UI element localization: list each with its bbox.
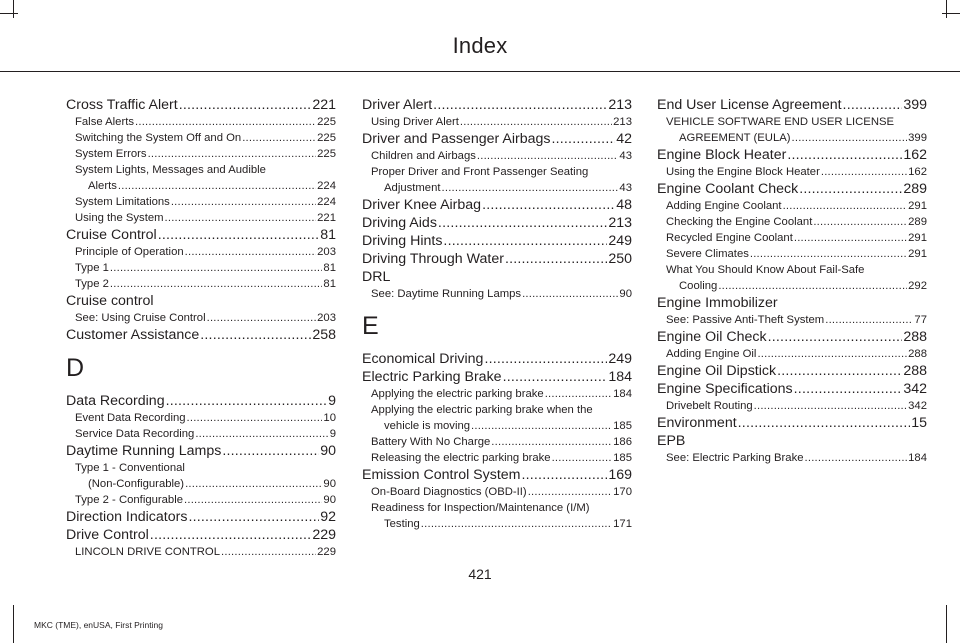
entry-page-ref[interactable]: 291	[908, 232, 927, 244]
dot-leader	[184, 492, 322, 508]
dot-leader	[421, 516, 612, 532]
dot-leader	[491, 434, 612, 450]
entry-page-ref[interactable]: 213	[613, 116, 632, 128]
dot-leader	[187, 410, 323, 426]
entry-page-ref[interactable]: 399	[908, 132, 927, 144]
entry-term: Checking the Engine Coolant	[666, 216, 813, 228]
entry-term: Battery With No Charge	[371, 436, 491, 448]
dot-leader	[821, 164, 907, 180]
index-main-entry	[66, 326, 336, 344]
entry-page-ref[interactable]: 213	[608, 97, 632, 113]
entry-page-ref[interactable]: 249	[608, 351, 632, 367]
dot-leader	[442, 180, 619, 196]
crop-mark-bottom-right-v	[946, 605, 947, 643]
entry-page-ref[interactable]: 170	[613, 486, 632, 498]
index-sub-entry	[66, 210, 336, 226]
entry-term: vehicle is moving	[384, 420, 471, 432]
index-sub-entry	[657, 230, 927, 246]
index-main-entry	[657, 380, 927, 398]
entry-term: Principle of Operation	[75, 246, 184, 258]
dot-leader	[503, 368, 608, 386]
dot-leader	[757, 346, 907, 362]
crop-mark-top-left-h	[0, 13, 18, 14]
dot-leader	[179, 96, 312, 114]
entry-page-ref[interactable]: 225	[317, 148, 336, 160]
entry-term: See: Daytime Running Lamps	[371, 288, 522, 300]
entry-term: Type 2	[75, 278, 109, 290]
entry-term: Switching the System Off and On	[75, 132, 242, 144]
edition-footer: MKC (TME), enUSA, First Printing	[34, 620, 163, 630]
entry-page-ref[interactable]: 221	[312, 97, 336, 113]
entry-page-ref[interactable]: 224	[317, 196, 336, 208]
dot-leader	[813, 214, 907, 230]
entry-page-ref[interactable]: 184	[908, 452, 927, 464]
dot-leader	[522, 286, 618, 302]
index-main-entry	[362, 250, 632, 268]
index-sub-entry	[66, 260, 336, 276]
entry-term: Direction Indicators	[66, 509, 188, 525]
index-sub-entry	[66, 410, 336, 426]
entry-page-ref[interactable]: 15	[911, 415, 927, 431]
index-sub-entry	[657, 198, 927, 214]
entry-page-ref[interactable]: 288	[903, 363, 927, 379]
index-main-entry: DRL	[362, 269, 391, 285]
entry-term: End User License Agreement	[657, 97, 842, 113]
dot-leader	[165, 210, 317, 226]
entry-term: Daytime Running Lamps	[66, 443, 222, 459]
index-sub-entry	[657, 312, 927, 328]
page-title: Index	[452, 33, 508, 58]
entry-page-ref[interactable]: 221	[317, 212, 336, 224]
dot-leader	[738, 414, 911, 432]
page-number: 421	[468, 566, 492, 582]
entry-page-ref[interactable]: 399	[903, 97, 927, 113]
index-sub-entry	[66, 146, 336, 162]
entry-page-ref[interactable]: 203	[317, 312, 336, 324]
crop-mark-top-right-h	[942, 13, 960, 14]
entry-term: Event Data Recording	[75, 412, 186, 424]
entry-page-ref[interactable]: 258	[312, 327, 336, 343]
entry-term: See: Passive Anti-Theft System	[666, 314, 825, 326]
index-main-entry	[362, 368, 632, 386]
entry-term: Engine Block Heater	[657, 147, 787, 163]
index-sub-entry	[362, 516, 632, 532]
entry-term: Customer Assistance	[66, 327, 200, 343]
dot-leader	[718, 278, 907, 294]
entry-page-ref[interactable]: 48	[616, 197, 632, 213]
entry-term: Engine Oil Check	[657, 329, 767, 345]
index-sub-entry	[66, 194, 336, 210]
entry-page-ref[interactable]: 43	[619, 182, 632, 194]
dot-leader	[166, 392, 328, 410]
entry-page-ref[interactable]: 43	[619, 150, 632, 162]
index-main-entry	[362, 130, 632, 148]
section-letter: E	[362, 312, 379, 340]
entry-term: On-Board Diagnostics (OBD-II)	[371, 486, 527, 498]
index-sub-entry	[657, 214, 927, 230]
entry-term: System Limitations	[75, 196, 170, 208]
entry-page-ref[interactable]: 77	[914, 314, 927, 326]
entry-page-ref[interactable]: 184	[613, 388, 632, 400]
index-column-3	[657, 96, 927, 466]
entry-term: LINCOLN DRIVE CONTROL	[75, 546, 221, 558]
index-sub-entry: Readiness for Inspection/Maintenance (I/M)	[371, 502, 590, 514]
entry-page-ref[interactable]: 90	[323, 478, 336, 490]
dot-leader	[825, 312, 913, 328]
dot-leader	[242, 130, 316, 146]
dot-leader	[792, 130, 908, 146]
entry-page-ref[interactable]: 292	[908, 280, 927, 292]
dot-leader	[794, 380, 903, 398]
dot-leader	[438, 214, 607, 232]
entry-page-ref[interactable]: 288	[908, 348, 927, 360]
dot-leader	[148, 146, 317, 162]
entry-term: Type 2 - Configurable	[75, 494, 184, 506]
entry-page-ref[interactable]: 169	[608, 467, 632, 483]
entry-term: Driver Alert	[362, 97, 433, 113]
index-sub-entry	[66, 476, 336, 492]
index-main-entry	[657, 96, 927, 114]
dot-leader	[207, 310, 317, 326]
index-main-entry	[362, 214, 632, 232]
entry-page-ref[interactable]: 229	[312, 527, 336, 543]
entry-page-ref[interactable]: 171	[613, 518, 632, 530]
dot-leader	[110, 276, 323, 292]
index-sub-entry	[66, 544, 336, 560]
entry-term: Using the Engine Block Heater	[666, 166, 820, 178]
entry-term: Adjustment	[384, 182, 441, 194]
entry-term: See: Using Cruise Control	[75, 312, 206, 324]
dot-leader	[783, 198, 908, 214]
entry-term: Engine Coolant Check	[657, 181, 799, 197]
index-sub-entry	[66, 244, 336, 260]
entry-page-ref[interactable]: 342	[908, 400, 927, 412]
dot-leader	[552, 450, 613, 466]
dot-leader	[185, 244, 317, 260]
entry-page-ref[interactable]: 185	[613, 452, 632, 464]
dot-leader	[200, 326, 311, 344]
entry-page-ref[interactable]: 185	[613, 420, 632, 432]
entry-page-ref[interactable]: 213	[608, 215, 632, 231]
entry-page-ref[interactable]: 289	[908, 216, 927, 228]
index-main-entry	[657, 362, 927, 380]
dot-leader	[110, 260, 323, 276]
entry-term: Cooling	[679, 280, 718, 292]
index-sub-entry	[66, 492, 336, 508]
index-sub-entry	[657, 130, 927, 146]
entry-term: Severe Climates	[666, 248, 749, 260]
entry-term: Applying the electric parking brake	[371, 388, 544, 400]
index-sub-entry	[66, 426, 336, 442]
dot-leader	[477, 148, 619, 164]
entry-term: Service Data Recording	[75, 428, 195, 440]
index-main-entry	[66, 508, 336, 526]
dot-leader	[471, 418, 612, 434]
dot-leader	[777, 362, 902, 380]
entry-term: Driving Hints	[362, 233, 443, 249]
entry-term: Cross Traffic Alert	[66, 97, 178, 113]
entry-page-ref[interactable]: 288	[903, 329, 927, 345]
entry-term: Alerts	[88, 180, 117, 192]
entry-page-ref[interactable]: 203	[317, 246, 336, 258]
index-main-entry	[362, 232, 632, 250]
dot-leader	[551, 130, 615, 148]
index-sub-entry: Type 1 - Conventional	[75, 462, 185, 474]
entry-term: Adding Engine Oil	[666, 348, 757, 360]
entry-term: Cruise Control	[66, 227, 157, 243]
index-sub-entry	[657, 164, 927, 180]
dot-leader	[482, 196, 615, 214]
dot-leader	[221, 544, 316, 560]
entry-term: Electric Parking Brake	[362, 369, 502, 385]
index-sub-entry	[657, 346, 927, 362]
entry-page-ref[interactable]: 342	[903, 381, 927, 397]
entry-page-ref[interactable]: 10	[323, 412, 336, 424]
dot-leader	[505, 250, 607, 268]
index-sub-entry	[66, 130, 336, 146]
entry-term: False Alerts	[75, 116, 135, 128]
entry-page-ref[interactable]: 90	[619, 288, 632, 300]
entry-term: Driving Through Water	[362, 251, 504, 267]
entry-page-ref[interactable]: 81	[323, 278, 336, 290]
dot-leader	[843, 96, 903, 114]
dot-leader	[754, 398, 907, 414]
index-sub-entry	[657, 450, 927, 466]
index-sub-entry	[362, 286, 632, 302]
header-divider	[0, 71, 960, 72]
entry-term: Using the System	[75, 212, 164, 224]
dot-leader	[443, 232, 607, 250]
entry-term: Driver and Passenger Airbags	[362, 131, 551, 147]
entry-page-ref[interactable]: 90	[323, 494, 336, 506]
dot-leader	[195, 426, 328, 442]
entry-term: (Non-Configurable)	[88, 478, 185, 490]
index-sub-entry	[66, 310, 336, 326]
dot-leader	[150, 526, 312, 544]
entry-page-ref[interactable]: 225	[317, 116, 336, 128]
index-main-entry	[657, 328, 927, 346]
entry-page-ref[interactable]: 81	[320, 227, 336, 243]
dot-leader	[171, 194, 316, 210]
index-main-entry	[66, 96, 336, 114]
index-sub-entry	[657, 246, 927, 262]
entry-page-ref[interactable]: 90	[320, 443, 336, 459]
entry-term: AGREEMENT (EULA)	[679, 132, 791, 144]
index-main-entry: Cruise control	[66, 293, 154, 309]
index-sub-entry	[362, 180, 632, 196]
entry-term: Emission Control System	[362, 467, 521, 483]
entry-page-ref[interactable]: 186	[613, 436, 632, 448]
entry-page-ref[interactable]: 9	[328, 393, 336, 409]
entry-term: Engine Specifications	[657, 381, 793, 397]
index-main-entry	[66, 392, 336, 410]
index-main-entry	[362, 96, 632, 114]
entry-term: Economical Driving	[362, 351, 484, 367]
index-sub-entry: System Lights, Messages and Audible	[75, 164, 266, 176]
entry-term: Data Recording	[66, 393, 165, 409]
index-sub-entry	[362, 114, 632, 130]
index-main-entry: EPB	[657, 433, 686, 449]
crop-mark-top-right-v	[946, 0, 947, 18]
index-main-entry	[66, 442, 336, 460]
index-main-entry	[657, 414, 927, 432]
dot-leader	[750, 246, 907, 262]
entry-term: Children and Airbags	[371, 150, 476, 162]
dot-leader	[794, 230, 907, 246]
entry-page-ref[interactable]: 224	[317, 180, 336, 192]
entry-term: Releasing the electric parking brake	[371, 452, 551, 464]
crop-mark-bottom-left-v	[13, 605, 14, 643]
index-sub-entry	[657, 398, 927, 414]
dot-leader	[158, 226, 320, 244]
dot-leader	[460, 114, 612, 130]
entry-term: Environment	[657, 415, 737, 431]
dot-leader	[188, 508, 319, 526]
crop-mark-top-left-v	[13, 0, 14, 18]
entry-page-ref[interactable]: 289	[903, 181, 927, 197]
index-sub-entry: VEHICLE SOFTWARE END USER LICENSE	[666, 116, 895, 128]
index-sub-entry	[362, 386, 632, 402]
index-sub-entry	[362, 418, 632, 434]
entry-page-ref[interactable]: 291	[908, 248, 927, 260]
index-sub-entry: Proper Driver and Front Passenger Seating	[371, 166, 589, 178]
index-main-entry	[657, 180, 927, 198]
index-column-2	[362, 96, 632, 532]
entry-page-ref[interactable]: 225	[317, 132, 336, 144]
index-main-entry	[362, 196, 632, 214]
entry-page-ref[interactable]: 184	[608, 369, 632, 385]
entry-term: Recycled Engine Coolant	[666, 232, 793, 244]
dot-leader	[433, 96, 607, 114]
dot-leader	[222, 442, 319, 460]
dot-leader	[528, 484, 612, 500]
index-main-entry	[657, 146, 927, 164]
dot-leader	[521, 466, 607, 484]
index-main-entry	[362, 350, 632, 368]
dot-leader	[768, 328, 903, 346]
section-letter: D	[66, 354, 85, 382]
index-column-1	[66, 96, 336, 560]
entry-page-ref[interactable]: 92	[320, 509, 336, 525]
index-main-entry	[66, 526, 336, 544]
entry-page-ref[interactable]: 291	[908, 200, 927, 212]
dot-leader	[185, 476, 322, 492]
entry-term: See: Electric Parking Brake	[666, 452, 804, 464]
index-sub-entry	[66, 178, 336, 194]
dot-leader	[545, 386, 612, 402]
entry-term: Driving Aids	[362, 215, 437, 231]
entry-page-ref[interactable]: 250	[608, 251, 632, 267]
index-sub-entry	[66, 276, 336, 292]
entry-page-ref[interactable]: 162	[903, 147, 927, 163]
index-main-entry: Engine Immobilizer	[657, 295, 778, 311]
entry-term: Engine Oil Dipstick	[657, 363, 777, 379]
entry-term: Drive Control	[66, 527, 149, 543]
dot-leader	[135, 114, 316, 130]
entry-page-ref[interactable]: 42	[616, 131, 632, 147]
dot-leader	[484, 350, 607, 368]
index-main-entry	[362, 466, 632, 484]
index-main-entry	[66, 226, 336, 244]
entry-term: Adding Engine Coolant	[666, 200, 782, 212]
dot-leader	[787, 146, 902, 164]
index-sub-entry	[66, 114, 336, 130]
index-sub-entry	[362, 484, 632, 500]
index-sub-entry: Applying the electric parking brake when the	[371, 404, 593, 416]
index-sub-entry	[362, 148, 632, 164]
index-sub-entry	[657, 278, 927, 294]
index-sub-entry: What You Should Know About Fail-Safe	[666, 264, 865, 276]
entry-term: Type 1	[75, 262, 109, 274]
dot-leader	[805, 450, 908, 466]
entry-term: Drivebelt Routing	[666, 400, 753, 412]
index-sub-entry	[362, 450, 632, 466]
entry-term: Driver Knee Airbag	[362, 197, 482, 213]
entry-page-ref[interactable]: 162	[908, 166, 927, 178]
entry-term: System Errors	[75, 148, 147, 160]
dot-leader	[799, 180, 902, 198]
entry-page-ref[interactable]: 249	[608, 233, 632, 249]
dot-leader	[118, 178, 316, 194]
entry-page-ref[interactable]: 229	[317, 546, 336, 558]
index-sub-entry	[362, 434, 632, 450]
entry-page-ref[interactable]: 81	[323, 262, 336, 274]
entry-term: Testing	[384, 518, 420, 530]
entry-page-ref[interactable]: 9	[329, 428, 336, 440]
entry-term: Using Driver Alert	[371, 116, 459, 128]
